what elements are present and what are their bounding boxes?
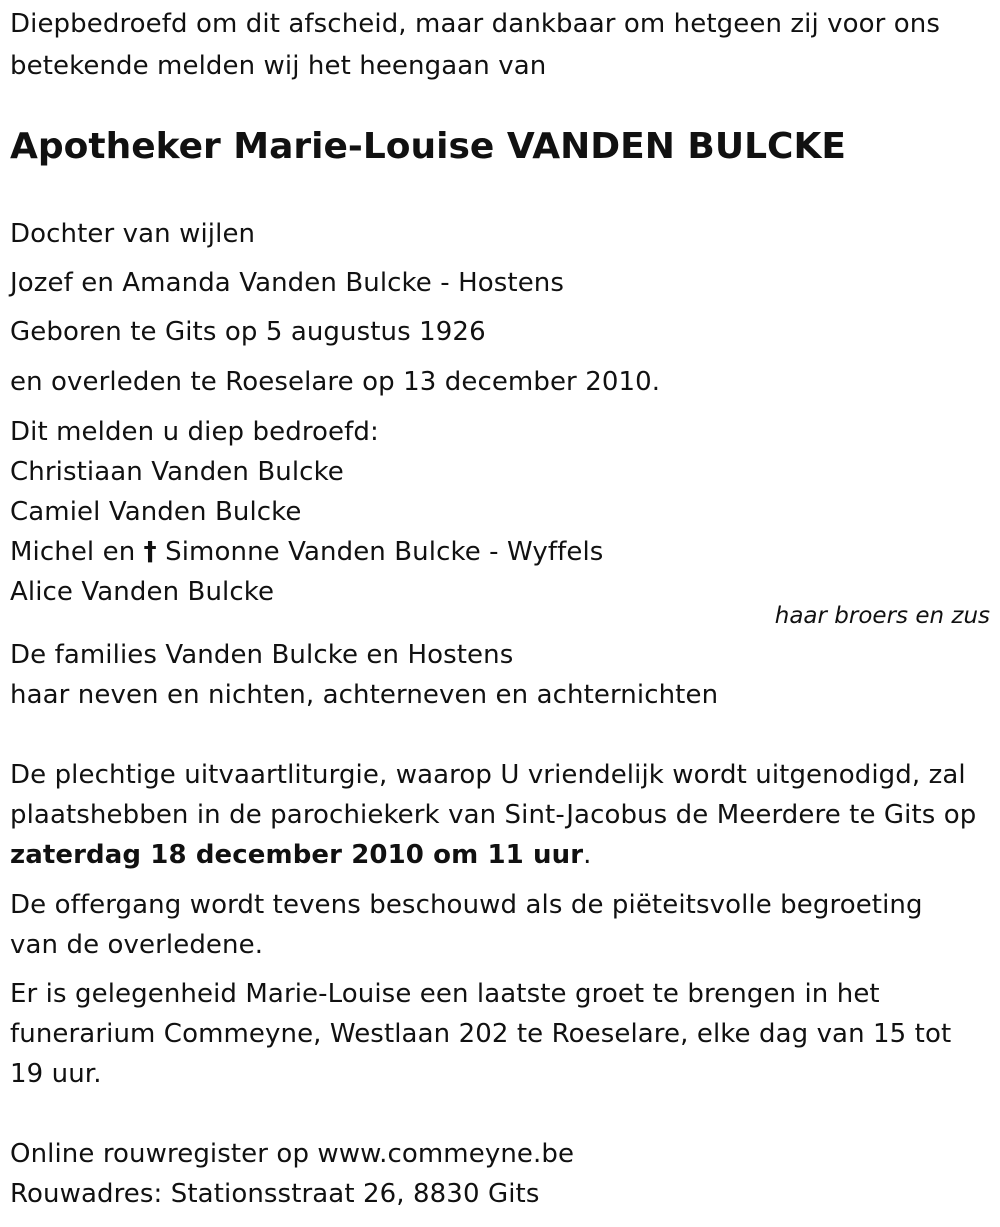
- funeral-date-end: .: [583, 840, 592, 870]
- sibling-michel-prefix: Michel en: [10, 537, 144, 567]
- intro-line-2: betekende melden wij het heengaan van: [10, 51, 547, 81]
- mourning-address: Rouwadres: Stationsstraat 26, 8830 Gits: [10, 1179, 540, 1209]
- daughter-of-line: Dochter van wijlen: [10, 219, 256, 249]
- deceased-name: Apotheker Marie-Louise VANDEN BULCKE: [10, 126, 846, 167]
- sibling-christiaan: Christiaan Vanden Bulcke: [10, 457, 344, 487]
- cross-icon: †: [143, 537, 157, 567]
- mourners-intro: Dit melden u diep bedroefd:: [10, 417, 379, 447]
- visitation-line-2: funerarium Commeyne, Westlaan 202 te Roeselare, elke dag van 15 tot: [10, 1019, 952, 1049]
- parents-line: Jozef en Amanda Vanden Bulcke - Hostens: [10, 268, 565, 298]
- offering-line-2: van de overledene.: [10, 930, 264, 960]
- sibling-michel: [10, 532, 603, 572]
- intro-line-1: Diepbedroefd om dit afscheid, maar dankbaar om hetgeen zij voor ons: [10, 9, 941, 39]
- sibling-michel-suffix: Simonne Vanden Bulcke - Wyffels: [156, 537, 604, 567]
- funeral-line-2: plaatshebben in de parochiekerk van Sint-Jacobus de Meerdere te Gits op: [10, 800, 977, 830]
- sibling-alice: Alice Vanden Bulcke: [10, 577, 275, 607]
- online-register: Online rouwregister op www.commeyne.be: [10, 1139, 575, 1169]
- visitation-line-1: Er is gelegenheid Marie-Louise een laatste groet te brengen in het: [10, 979, 880, 1009]
- families-line: De families Vanden Bulcke en Hostens: [10, 640, 514, 670]
- siblings-note: haar broers en zus: [774, 603, 990, 629]
- funeral-date: zaterdag 18 december 2010 om 11 uur: [10, 840, 584, 870]
- visitation-line-3: 19 uur.: [10, 1059, 102, 1089]
- offering-line-1: De offergang wordt tevens beschouwd als de piëteitsvolle begroeting: [10, 890, 923, 920]
- funeral-date-line: [10, 835, 592, 875]
- relatives-line: haar neven en nichten, achterneven en achternichten: [10, 680, 719, 710]
- sibling-camiel: Camiel Vanden Bulcke: [10, 497, 302, 527]
- funeral-line-1: De plechtige uitvaartliturgie, waarop U vriendelijk wordt uitgenodigd, zal: [10, 760, 966, 790]
- died-line: en overleden te Roeselare op 13 december 2010.: [10, 367, 661, 397]
- born-line: Geboren te Gits op 5 augustus 1926: [10, 317, 486, 347]
